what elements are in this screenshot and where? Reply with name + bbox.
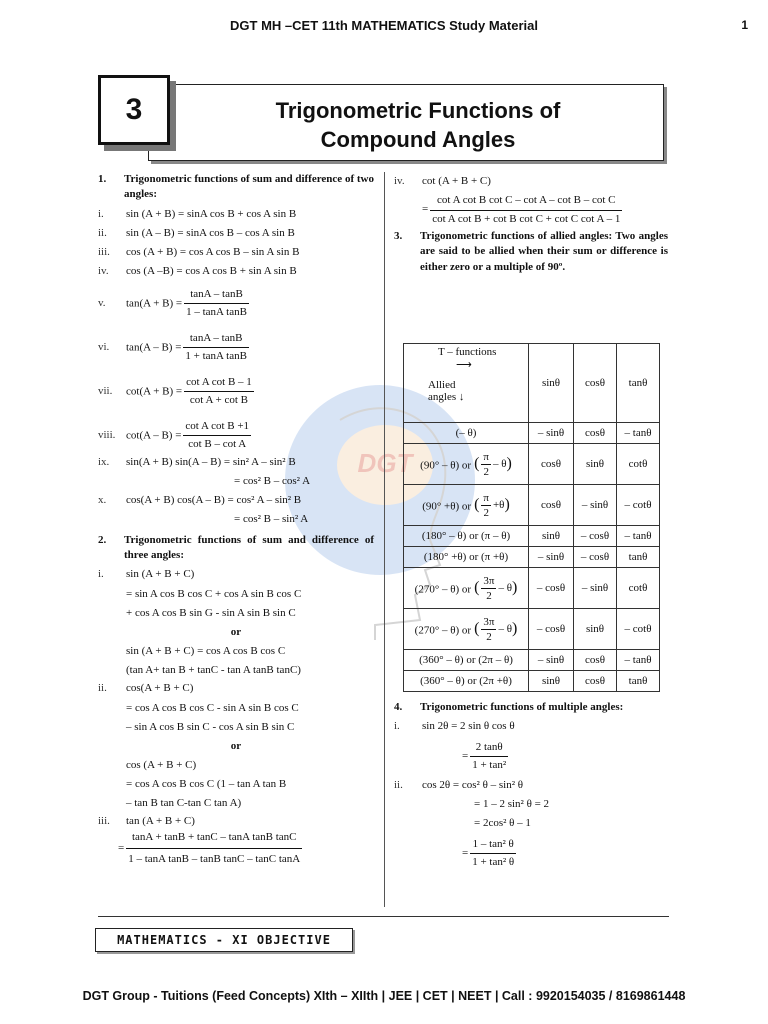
item-roman: ii. (98, 226, 107, 239)
item-continuation: = cos A cos B cos C (1 – tan A tan B (126, 777, 287, 790)
value-cos: sinθ (574, 444, 617, 485)
cot-sum-fraction-row (394, 191, 668, 229)
fraction-denominator: cot A + cot B (189, 394, 249, 407)
item-continuation: + cos A cos B sin G - sin A sin B sin C (126, 606, 296, 619)
identity-item (98, 205, 374, 224)
item-roman: iii. (98, 245, 110, 258)
value-cos: – cosθ (574, 526, 617, 547)
section-heading-text: Trigonometric functions of allied angles: Two angles are said to be allied when their sum or difference is either zero or a multiple of 90º. (420, 230, 668, 273)
value-cos: – sinθ (574, 568, 617, 609)
angle-text: (180° +θ) or (π +θ) (423, 551, 509, 563)
section-number: 2. (98, 533, 107, 546)
cos2-fraction-row (394, 833, 668, 873)
equals-sign: = (462, 846, 469, 859)
fraction-numerator: cot A cot B – 1 (184, 375, 254, 392)
page-footer: DGT Group - Tuitions (Feed Concepts) XIth – XIIth | JEE | CET | NEET | Call : 9920154035 / 8169861448 (82, 989, 686, 1003)
fraction-numerator: cot A cot B +1 (183, 419, 251, 436)
item-roman: vi. (98, 341, 110, 354)
item-expr: sin 2θ = 2 sin θ cos θ (422, 720, 515, 733)
fraction-tail: +θ (492, 499, 505, 511)
value-sin: – sinθ (529, 547, 574, 568)
value-tan: cotθ (617, 568, 660, 609)
value-tan: – tanθ (617, 526, 660, 547)
watermark-text: DGT (357, 448, 413, 478)
angle-text: (180° – θ) or (π – θ) (421, 530, 511, 542)
item-expr: sin(A + B) sin(A – B) = sin² A – sin² B (126, 455, 296, 468)
table-row (404, 609, 660, 650)
fraction-tail: – θ (498, 623, 512, 635)
identity-item (98, 224, 374, 243)
item-roman: v. (98, 297, 106, 310)
item-roman: x. (98, 493, 107, 506)
fraction-numerator: tanA – tanB (184, 287, 249, 304)
item-continuation: (tan A+ tan B + tanC - tan A tanB tanC) (126, 663, 301, 676)
column-divider (384, 172, 385, 907)
fraction-denominator: 2 (483, 465, 489, 478)
fraction-numerator: tanA – tanB (183, 331, 249, 348)
value-cos: – sinθ (574, 485, 617, 526)
item-continuation: = cos² B – sin² A (234, 512, 309, 525)
fraction-denominator: 1 + tan² (472, 758, 507, 771)
item-continuation: = sin A cos B cos C + cos A sin B cos C (126, 587, 302, 600)
fraction-numerator: π (483, 450, 489, 463)
item-continuation: – sin A cos B sin C - cos A sin B sin C (126, 720, 295, 733)
angle-text: (360° – θ) or (2π +θ) (420, 675, 512, 687)
item-lhs: tan(A + B) = (126, 297, 183, 310)
item-roman: iv. (394, 174, 405, 187)
column-header-cos: cosθ (574, 344, 617, 423)
item-expr: cos(A + B) cos(A – B) = cos² A – sin² B (126, 493, 302, 506)
allied-angle-cell (404, 526, 529, 547)
value-sin: sinθ (529, 526, 574, 547)
item-continuation: = cos² B – cos² A (234, 474, 311, 487)
right-paren: ) (512, 620, 518, 637)
identity-item (98, 453, 374, 472)
angle-text: (– θ) (455, 427, 477, 439)
angle-fraction-group (474, 575, 517, 602)
value-sin: cosθ (529, 485, 574, 526)
value-sin: – cosθ (529, 568, 574, 609)
fraction (481, 492, 491, 519)
item-expr: tan (A + B + C) (126, 815, 195, 828)
fraction (126, 828, 302, 869)
item-roman: i. (98, 568, 104, 581)
fraction-tail: – θ (492, 458, 507, 470)
corner-allied: Allied (428, 379, 456, 391)
chapter-number: 3 (125, 93, 143, 126)
fraction-denominator: 1 + tan² θ (472, 855, 515, 868)
item-expr: cos (A + B) = cos A cos B – sin A sin B (126, 245, 300, 258)
identity-item (98, 566, 374, 585)
identity-item (394, 776, 668, 795)
identity-item (98, 243, 374, 262)
fraction-denominator: 2 (486, 589, 492, 602)
fraction-tail: – θ (498, 582, 512, 594)
title-line-1: Trigonometric Functions of (275, 98, 561, 123)
left-paren: ( (474, 455, 480, 472)
left-column (98, 172, 374, 866)
item-roman: ii. (98, 682, 107, 695)
section-number: 1. (98, 173, 107, 185)
table-body (404, 423, 660, 692)
table-row (404, 671, 660, 692)
value-tan: cotθ (617, 444, 660, 485)
item-expr: cos 2θ = cos² θ – sin² θ (422, 779, 524, 792)
column-header-sin: sinθ (529, 344, 574, 423)
section-heading-text: Trigonometric functions of multiple angles: (420, 701, 624, 713)
allied-angle-cell (404, 568, 529, 609)
fraction (430, 193, 622, 227)
identity-item-fraction (98, 331, 374, 365)
fraction (183, 419, 251, 453)
value-cos: cosθ (574, 650, 617, 671)
value-cos: – cosθ (574, 547, 617, 568)
bottom-rule (98, 916, 669, 917)
fraction-numerator: tanA + tanB + tanC – tanA tanB tanC (126, 828, 302, 849)
allied-angle-cell (404, 671, 529, 692)
item-lhs: tan(A – B) = (126, 341, 182, 354)
section-4 (394, 700, 668, 873)
identity-item (394, 717, 668, 736)
table-row (404, 650, 660, 671)
fraction-denominator: 1 + tanA tanB (185, 350, 247, 363)
value-tan: tanθ (617, 547, 660, 568)
fraction (183, 331, 249, 365)
angle-text: (90° – θ) or (420, 459, 472, 471)
item-lhs: cot(A + B) = (126, 385, 183, 398)
fraction (470, 837, 516, 871)
item-roman: i. (98, 207, 104, 220)
identity-item-fraction (98, 287, 374, 321)
angle-fraction-group (474, 451, 512, 478)
section-2-heading (98, 533, 374, 564)
value-sin: cosθ (529, 444, 574, 485)
angle-text: (270° – θ) or (414, 624, 472, 636)
value-cos: sinθ (574, 609, 617, 650)
item-roman: ix. (98, 455, 110, 468)
identity-item (394, 172, 668, 191)
fraction (470, 740, 508, 774)
fraction-numerator: 2 tanθ (470, 740, 508, 757)
left-paren: ( (474, 496, 480, 513)
fraction-numerator: 1 – tan² θ (470, 837, 516, 854)
section-number: 3. (394, 230, 403, 242)
fraction (184, 287, 249, 321)
item-roman: iv. (98, 264, 109, 277)
equals-sign: = (118, 842, 125, 855)
item-continuation: – tan B tan C-tan C tan A) (126, 796, 242, 809)
angle-fraction-group (474, 616, 517, 643)
value-cos: cosθ (574, 423, 617, 444)
allied-angle-cell (404, 444, 529, 485)
section-4-heading (394, 700, 668, 715)
section-1-heading (98, 172, 374, 203)
allied-angle-cell (404, 547, 529, 568)
fraction (481, 575, 496, 602)
value-cos: cosθ (574, 671, 617, 692)
or-separator: or (230, 625, 242, 638)
angle-text: (360° – θ) or (2π – θ) (419, 654, 513, 666)
item-lhs: cot(A – B) = (126, 429, 182, 442)
fraction (481, 451, 491, 478)
page-number: 1 (741, 18, 748, 32)
section-3-heading (394, 229, 668, 275)
item-roman: ii. (394, 779, 403, 792)
value-sin: – cosθ (529, 609, 574, 650)
fraction (481, 616, 496, 643)
allied-angles-table (403, 343, 660, 692)
item-roman: viii. (98, 429, 116, 442)
identity-item-fraction (98, 375, 374, 409)
table-corner-cell (404, 344, 529, 423)
value-sin: – sinθ (529, 423, 574, 444)
table-row (404, 547, 660, 568)
fraction-numerator: π (483, 491, 489, 504)
item-expr: sin (A + B) = sinA cos B + cos A sin B (126, 207, 297, 220)
fraction-denominator: cot B – cot A (188, 438, 247, 451)
angle-text: (270° – θ) or (414, 583, 472, 595)
equals-sign: = (422, 203, 429, 216)
section-heading-text: Trigonometric functions of sum and difference of three angles: (124, 533, 374, 562)
fraction (184, 375, 254, 409)
fraction-denominator: 2 (486, 630, 492, 643)
fraction-denominator: 1 – tanA tanB (186, 306, 247, 319)
fraction-numerator: cot A cot B cot C – cot A – cot B – cot C (430, 193, 622, 210)
identity-item (98, 262, 374, 281)
item-expr: cot (A + B + C) (422, 174, 491, 187)
left-paren: ( (474, 620, 480, 637)
table-row (404, 526, 660, 547)
identity-item (98, 680, 374, 699)
sin2-fraction-row (394, 736, 668, 776)
table-row (404, 423, 660, 444)
angle-text: (90° +θ) or (422, 500, 472, 512)
column-header-tan: tanθ (617, 344, 660, 423)
tan-sum-fraction-row (98, 832, 374, 866)
right-paren: ) (504, 496, 510, 513)
item-roman: i. (394, 720, 400, 733)
table-header-row (404, 344, 660, 423)
table-row (404, 444, 660, 485)
identity-item (98, 491, 374, 510)
right-paren: ) (506, 455, 512, 472)
value-sin: – sinθ (529, 650, 574, 671)
item-continuation: cos (A + B + C) (126, 758, 197, 771)
footer-subject-box: MATHEMATICS - XI OBJECTIVE (95, 928, 353, 952)
right-paren: ) (512, 579, 518, 596)
item-continuation: = 2cos² θ – 1 (474, 817, 531, 830)
item-expr: sin (A + B + C) (126, 568, 195, 581)
value-tan: – cotθ (617, 485, 660, 526)
identity-item-fraction (98, 419, 374, 453)
or-separator: or (230, 739, 242, 752)
page-header: DGT MH –CET 11th MATHEMATICS Study Material (230, 18, 538, 33)
allied-angle-cell (404, 423, 529, 444)
corner-angles: angles ↓ (428, 391, 465, 403)
table-row (404, 568, 660, 609)
section-heading-text: Trigonometric functions of sum and difference of two angles: (124, 173, 374, 201)
section-number: 4. (394, 701, 403, 713)
fraction-numerator: 3π (483, 574, 495, 587)
value-tan: – cotθ (617, 609, 660, 650)
right-arrow-icon: ⟶ (456, 359, 472, 371)
chapter-title (170, 96, 666, 154)
value-sin: sinθ (529, 671, 574, 692)
allied-angle-cell (404, 485, 529, 526)
left-paren: ( (474, 579, 480, 596)
title-line-2: Compound Angles (320, 127, 516, 152)
allied-angle-cell (404, 650, 529, 671)
corner-t-functions: T – functions (438, 346, 497, 358)
fraction-numerator: 3π (483, 615, 495, 628)
item-continuation: sin (A + B + C) = cos A cos B cos C (126, 644, 286, 657)
angle-fraction-group (474, 492, 510, 519)
allied-angle-cell (404, 609, 529, 650)
value-tan: – tanθ (617, 423, 660, 444)
item-expr: cos(A + B + C) (126, 682, 194, 695)
equals-sign: = (462, 749, 469, 762)
item-roman: iii. (98, 815, 110, 828)
item-expr: cos (A –B) = cos A cos B + sin A sin B (126, 264, 297, 277)
fraction-denominator: 2 (483, 506, 489, 519)
fraction-denominator: 1 – tanA tanB – tanB tanC – tanC tanA (128, 853, 301, 866)
value-tan: – tanθ (617, 650, 660, 671)
item-expr: sin (A – B) = sinA cos B – cos A sin B (126, 226, 295, 239)
table-row (404, 485, 660, 526)
chapter-number-box (98, 75, 170, 145)
item-continuation: = cos A cos B cos C - sin A sin B cos C (126, 701, 299, 714)
item-roman: vii. (98, 385, 113, 398)
item-continuation: = 1 – 2 sin² θ = 2 (474, 798, 550, 811)
value-tan: tanθ (617, 671, 660, 692)
fraction-denominator: cot A cot B + cot B cot C + cot C cot A – 1 (432, 212, 621, 225)
